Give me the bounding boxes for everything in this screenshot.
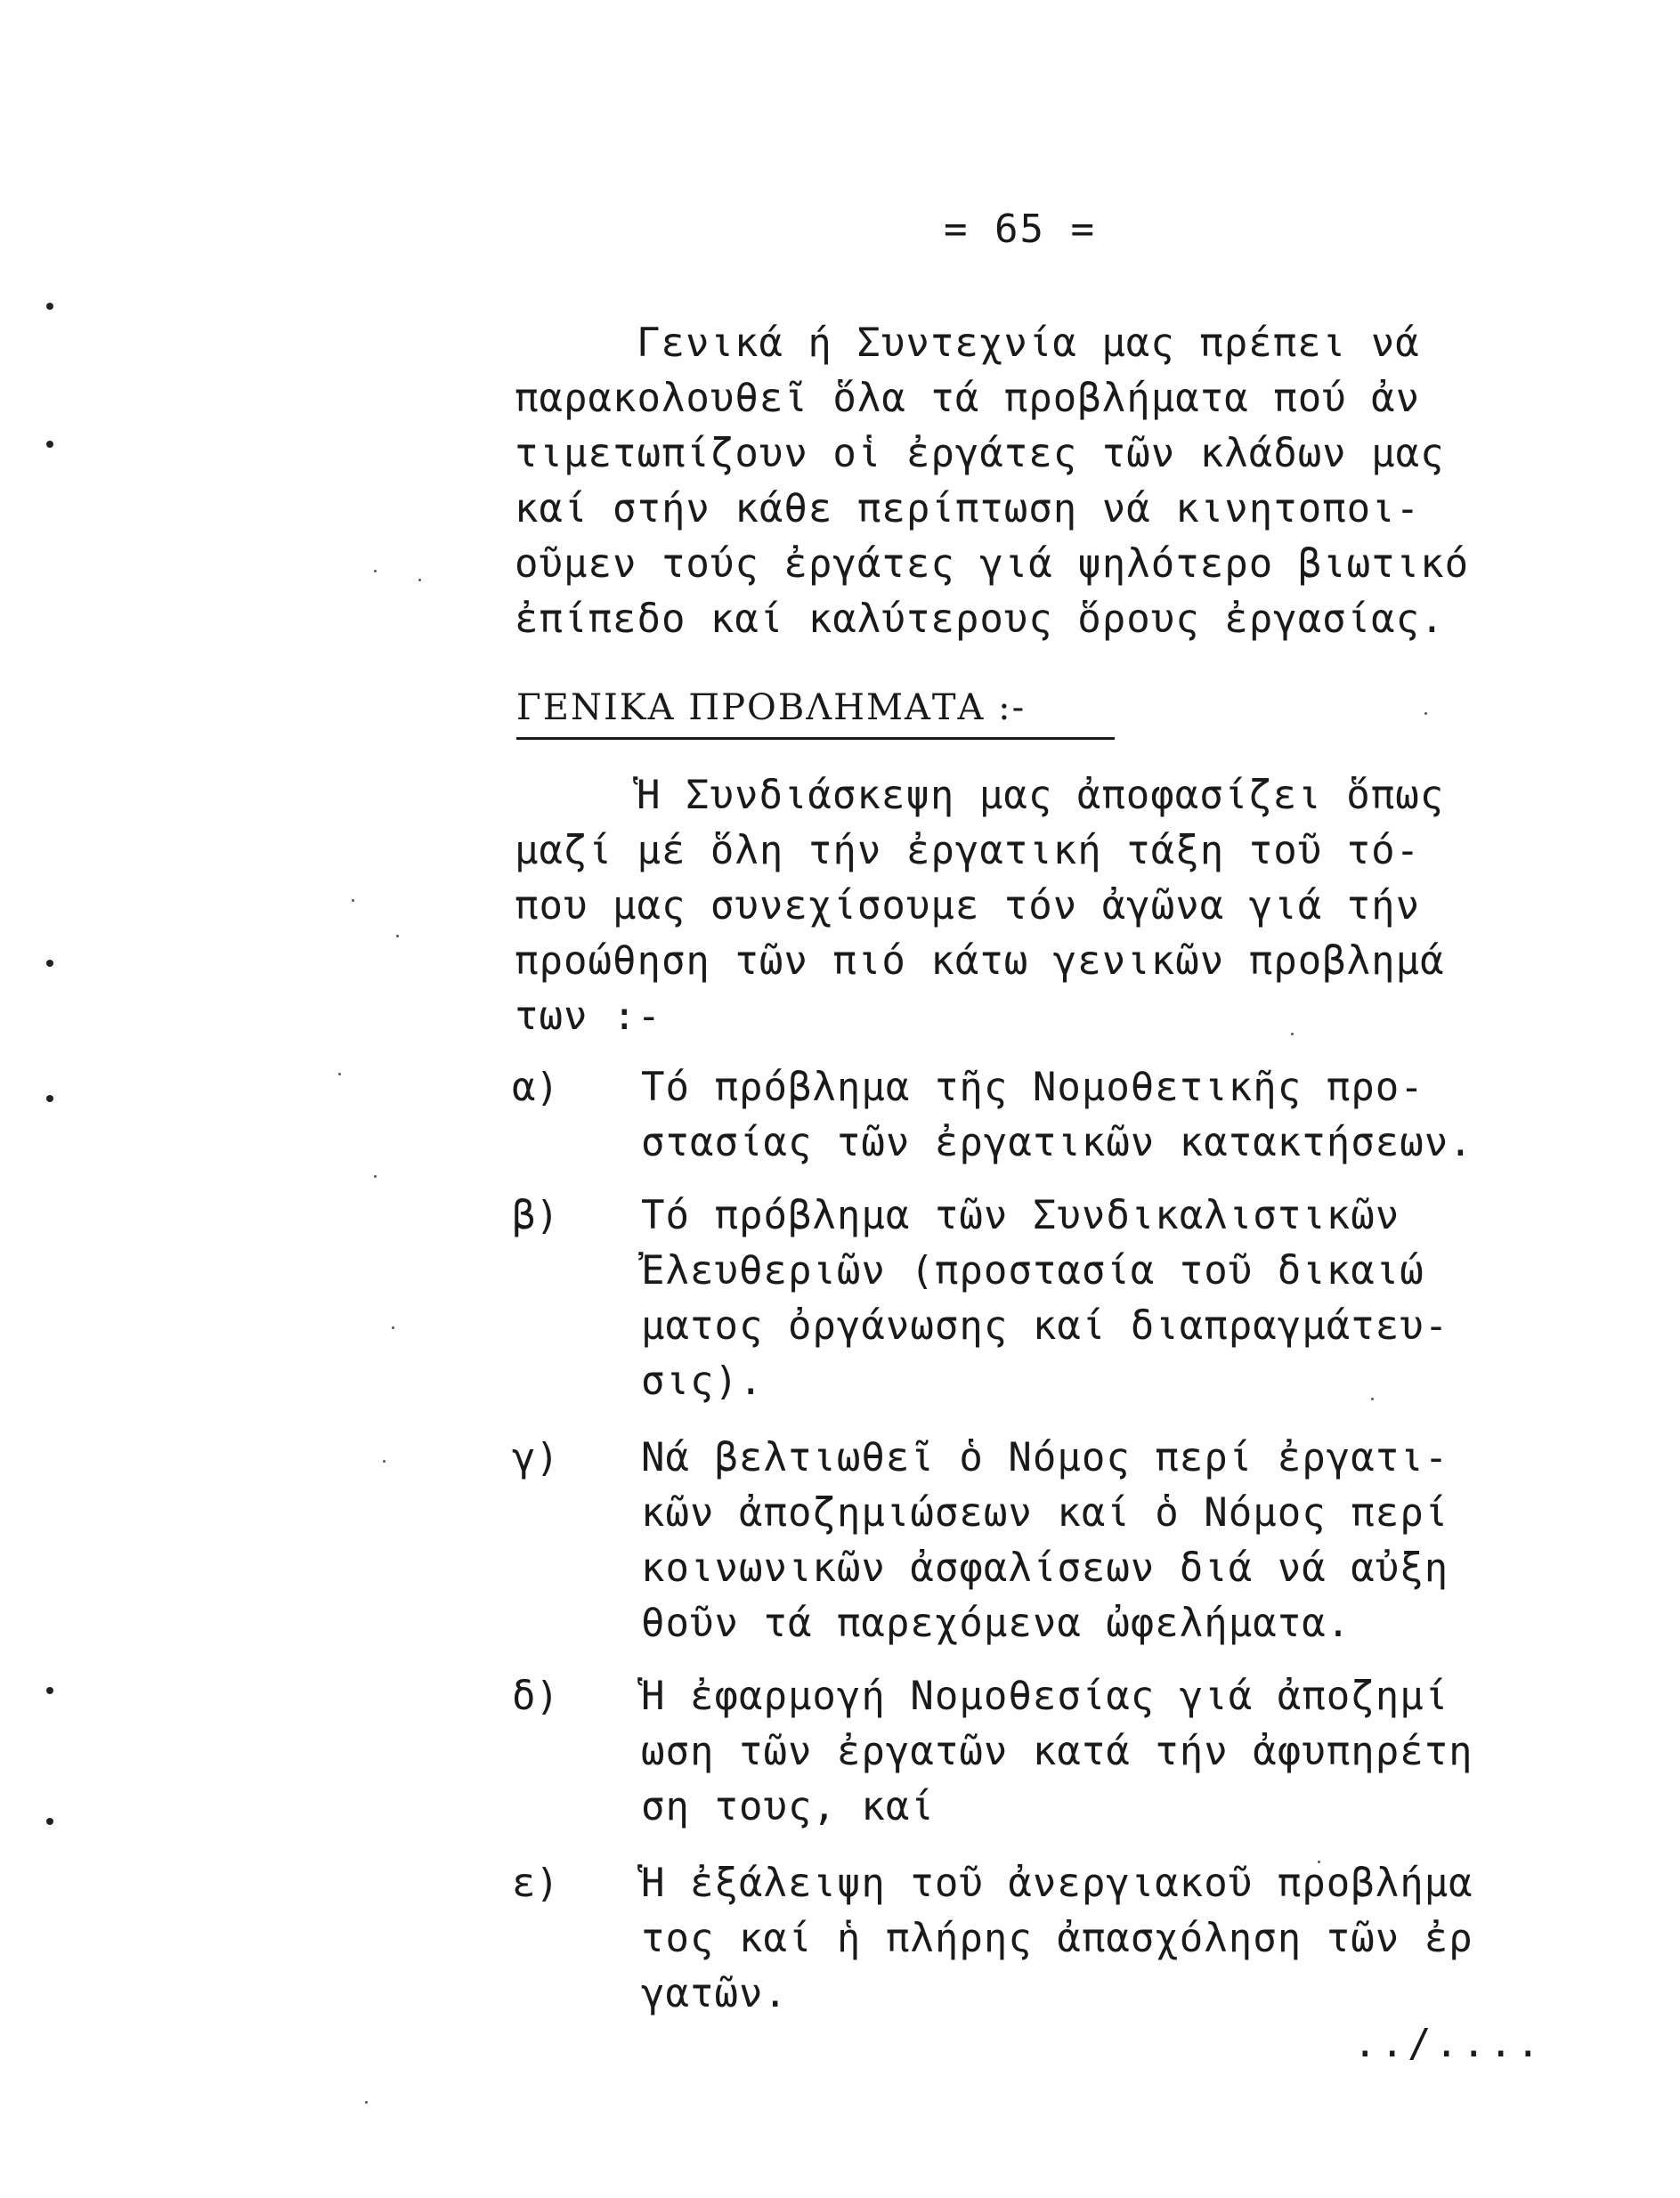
intro-line: παρακολουθεῖ ὅλα τά προβλήματα πού ἀν — [515, 376, 1421, 421]
scan-speck — [1291, 1033, 1294, 1035]
list-item-line: ση τους, καί — [641, 1784, 935, 1829]
intro-line: καί στήν κάθε περίπτωση νά κινητοποι- — [515, 486, 1421, 531]
margin-dot — [46, 441, 53, 448]
page-number: = 65 = — [944, 207, 1096, 252]
list-item-line: τος καί ἡ πλήρης ἀπασχόληση τῶν ἐρ — [641, 1916, 1473, 1961]
scan-speck — [338, 1073, 341, 1075]
margin-dot — [46, 1687, 53, 1694]
continuation-marker: ../.... — [1353, 2021, 1544, 2066]
list-item-line: Ἡ ἐξάλειψη τοῦ ἀνεργιακοῦ προβλήμα — [641, 1861, 1473, 1906]
list-item-line: κοινωνικῶν ἀσφαλίσεων διά νά αὐξη — [641, 1545, 1449, 1591]
list-item-line: ματος ὀργάνωσης καί διαπραγμάτευ- — [641, 1303, 1449, 1349]
list-item-label: α) — [512, 1065, 559, 1110]
margin-dot — [46, 960, 53, 967]
scan-speck — [418, 579, 421, 581]
paragraph-line: προώθηση τῶν πιό κάτω γενικῶν προβλημά — [515, 938, 1445, 984]
list-item-line: Τό πρόβλημα τῆς Νομοθετικῆς προ- — [641, 1065, 1424, 1110]
intro-line: ἐπίπεδο καί καλύτερους ὅρους ἐργασίας. — [515, 596, 1445, 642]
list-item-line: Τό πρόβλημα τῶν Συνδικαλιστικῶν — [641, 1193, 1400, 1238]
list-item-label: γ) — [512, 1435, 559, 1480]
margin-dot — [46, 1818, 53, 1825]
list-item-label: δ) — [512, 1674, 559, 1719]
section-heading: ΓΕΝΙΚΑ ΠΡΟΒΛΗΜΑΤΑ :- — [516, 687, 1115, 740]
scan-speck — [365, 2101, 368, 2104]
list-item-label: β) — [512, 1193, 559, 1238]
margin-dot — [46, 303, 53, 310]
intro-line: οῦμεν τούς ἐργάτες γιά ψηλότερο βιωτικό — [515, 541, 1470, 587]
intro-line: τιμετωπίζουν οἱ ἐργάτες τῶν κλάδων μας — [515, 431, 1445, 476]
scan-speck — [1424, 712, 1427, 715]
scan-speck — [392, 1326, 394, 1329]
scan-speck — [374, 1175, 377, 1178]
paragraph-line: που μας συνεχίσουμε τόν ἀγῶνα γιά τήν — [515, 883, 1421, 929]
margin-dot — [46, 1095, 53, 1102]
list-item-label: ε) — [512, 1861, 559, 1906]
scan-speck — [1371, 1398, 1374, 1400]
scan-speck — [352, 899, 354, 902]
list-item-line: γατῶν. — [641, 1971, 788, 2016]
paragraph-line: των :- — [515, 994, 661, 1039]
list-item-line: σις). — [641, 1359, 764, 1404]
scan-speck — [383, 1460, 386, 1463]
list-item-line: Νά βελτιωθεῖ ὁ Νόμος περί ἐργατι- — [641, 1435, 1449, 1480]
list-item-line: Ἐλευθεριῶν (προστασία τοῦ δικαιώ — [641, 1248, 1424, 1294]
paragraph-line: μαζί μέ ὅλη τήν ἐργατική τάξη τοῦ τό- — [515, 828, 1421, 873]
list-item-line: στασίας τῶν ἐργατικῶν κατακτήσεων. — [641, 1120, 1473, 1165]
list-item-line: ωση τῶν ἐργατῶν κατά τήν ἀφυπηρέτη — [641, 1729, 1473, 1774]
scan-speck — [374, 570, 377, 572]
list-item-line: θοῦν τά παρεχόμενα ὠφελήματα. — [641, 1601, 1351, 1646]
paragraph-line: Ἡ Συνδιάσκεψη μας ἀποφασίζει ὅπως — [637, 773, 1445, 818]
list-item-line: Ἡ ἐφαρμογή Νομοθεσίας γιά ἀποζημί — [641, 1674, 1449, 1719]
intro-line: Γενικά ή Συντεχνία μας πρέπει νά — [637, 320, 1420, 366]
scan-speck — [396, 935, 399, 937]
list-item-line: κῶν ἀποζημιώσεων καί ὁ Νόμος περί — [641, 1490, 1449, 1536]
